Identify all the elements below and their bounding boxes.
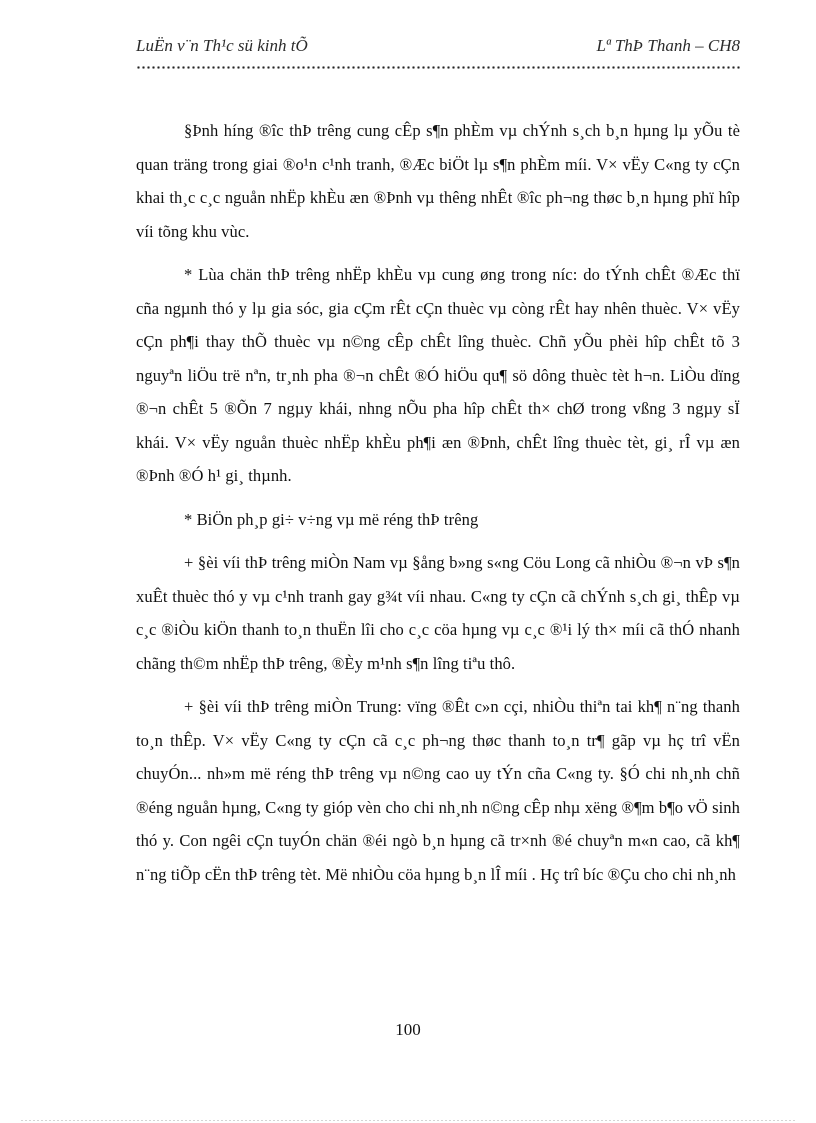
paragraph-market-orientation: §Þnh híng ®îc thÞ trêng cung cÊp s¶n phÈm vµ chÝnh s¸ch b¸n hµng lµ yÕu tè quan träng trong giai ®o¹n c¹nh tranh, ®Æc biÖt lµ s¶n phÈm míi. V× vËy C«ng ty cÇn khai th¸c c¸c nguån nhËp khÈu æn ®Þnh vµ thêng nhÊt ®îc ph¬ng thøc b¸n hµng phï hîp víi tõng khu vùc. xyxy=(136,121,740,241)
paragraph-measures-heading: * BiÖn ph¸p gi÷ v÷ng vµ më réng thÞ trêng xyxy=(184,509,479,529)
header-thesis-title: LuËn v¨n Th¹c sü kinh tÕ xyxy=(136,36,308,55)
paragraph-import-market-selection: * Lùa chän thÞ trêng nhËp khÈu vµ cung øng trong níc: do tÝnh chÊt ®Æc thï cña ngµnh thó y lµ gia sóc, gia cÇm rÊt cÇn thuèc vµ còng rÊt hay nhên thuèc. V× vËy cÇn ph¶i thay thÕ thuèc vµ n©ng cÊp chÊt lîng thuèc. Chñ yÕu phèi hîp chÊt tõ 3 nguyªn liÖu trë nªn, tr¸nh pha ®¬n chÊt ®Ó hiÖu qu¶ sö dông thuèc tèt h¬n. LiÒu dïng ®¬n chÊt 5 ®Õn 7 ngµy khái, nhng nÕu pha hîp chÊt th× chØ trong vßng 3 ngµy sÏ khái. V× vËy nguån thuèc nhËp khÈu ph¶i æn ®Þnh, chÊt lîng thuèc tèt, gi¸ rÎ vµ æn ®Þnh ®Ó h¹ gi¸ thµnh. xyxy=(136,265,740,485)
body-text xyxy=(136,114,740,891)
page-number: 100 xyxy=(395,1020,421,1039)
header-dotted-rule xyxy=(136,66,740,69)
header-author: Lª ThÞ Thanh – CH8 xyxy=(596,36,740,55)
footer-dotted-rule xyxy=(20,1120,796,1121)
paragraph-southern-market: + §èi víi thÞ trêng miÒn Nam vµ §ång b»ng s«ng Cöu Long cã nhiÒu ®¬n vÞ s¶n xuÊt thuèc thó y vµ c¹nh tranh gay g¾t víi nhau. C«ng ty cÇn cã chÝnh s¸ch gi¸ thÊp vµ c¸c ®iÒu kiÖn thanh to¸n thuËn lîi cho c¸c cöa hµng vµ c¸c ®¹i lý th× míi cã thÓ nhanh chãng th©m nhËp thÞ trêng, ®Èy m¹nh s¶n lîng tiªu thô. xyxy=(136,553,740,673)
paragraph-central-market: + §èi víi thÞ trêng miÒn Trung: vïng ®Êt c»n cçi, nhiÒu thiªn tai kh¶ n¨ng thanh to¸n thÊp. V× vËy C«ng ty cÇn cã c¸c ph¬ng thøc thanh to¸n tr¶ gãp vµ hç trî vËn chuyÓn... nh»m më réng thÞ trêng vµ n©ng cao uy tÝn cña C«ng ty. §Ó chi nh¸nh chñ ®éng nguån hµng, C«ng ty gióp vèn cho chi nh¸nh n©ng cÊp nhµ xëng ®¶m b¶o vÖ sinh thó y. Con ngêi cÇn tuyÓn chän ®éi ngò b¸n hµng cã tr×nh ®é chuyªn m«n cao, cã kh¶ n¨ng tiÕp cËn thÞ trêng tèt. Më nhiÒu cöa hµng b¸n lÎ míi . Hç trî bíc ®Çu cho chi nh¸nh xyxy=(136,697,740,884)
